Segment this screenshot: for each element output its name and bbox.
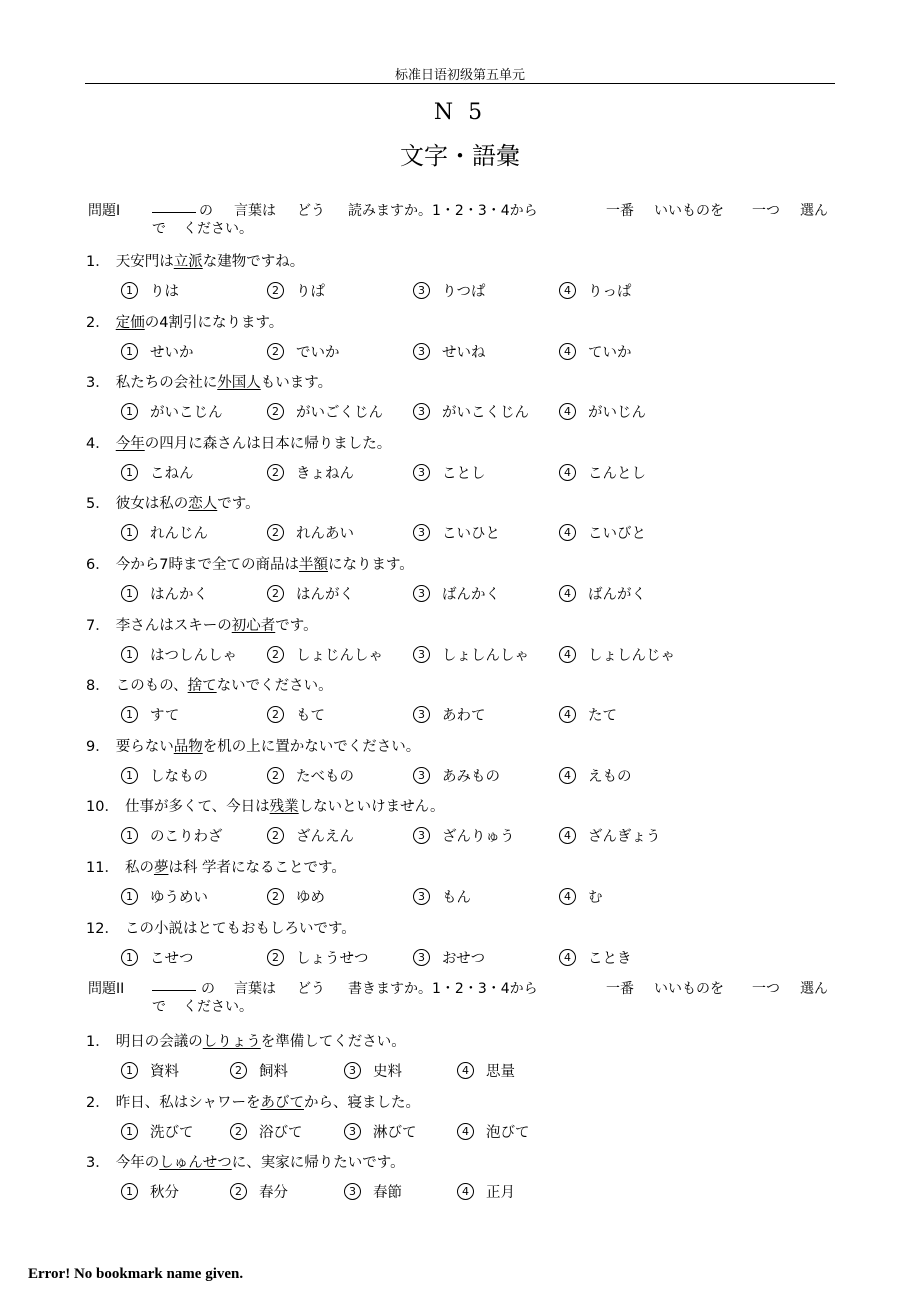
- answer-option-text: ことし: [442, 465, 486, 482]
- circled-number-4: 4: [559, 827, 576, 844]
- circled-number-1: 1: [121, 524, 138, 541]
- question-text: [86, 614, 318, 635]
- question-pre: 彼女は私の: [115, 496, 189, 513]
- answer-option[interactable]: [121, 765, 208, 786]
- question-pre: 今から7時まで全ての商品は: [115, 557, 299, 573]
- section2-w1: 言葉は: [234, 981, 276, 997]
- answer-option-text: ざんりゅう: [442, 829, 515, 846]
- section1-w4: 一番: [606, 203, 634, 219]
- answer-option-text: ゆめ: [296, 890, 325, 906]
- question-number: 4．: [86, 435, 110, 452]
- circled-number-2: 2: [267, 767, 284, 784]
- answer-option[interactable]: [121, 1181, 179, 1202]
- circled-number-3: 3: [413, 888, 430, 905]
- header-rule: [85, 83, 835, 84]
- section1-w2: どう: [297, 203, 325, 219]
- circled-number-3: 3: [413, 585, 430, 602]
- circled-number-2: 2: [267, 646, 284, 663]
- answer-option[interactable]: [121, 522, 208, 543]
- answer-option-text: はつしんしゃ: [150, 647, 237, 664]
- answer-option[interactable]: [267, 462, 354, 483]
- answer-option[interactable]: [230, 1060, 288, 1081]
- answer-option-text: 洗びて: [150, 1124, 194, 1141]
- answer-option-text: しょうせつ: [296, 950, 369, 967]
- circled-number-4: 4: [559, 949, 576, 966]
- circled-number-2: 2: [267, 827, 284, 844]
- answer-option[interactable]: [413, 704, 486, 725]
- answer-option[interactable]: [121, 401, 223, 422]
- section1-label: 問題I: [88, 203, 121, 219]
- answer-option-text: あみもの: [442, 768, 500, 785]
- question-target-word: 恋人: [188, 496, 218, 513]
- section2-w4: 一番: [606, 981, 634, 997]
- answer-option[interactable]: [121, 1060, 179, 1081]
- question-pre: この小説はとてもおもしろいです。: [124, 920, 356, 937]
- question-target-word: 品物: [173, 738, 203, 755]
- circled-number-3: 3: [413, 524, 430, 541]
- question-post: になります。: [327, 557, 414, 573]
- answer-option[interactable]: [121, 583, 208, 604]
- answer-option-text: りは: [150, 284, 179, 300]
- circled-number-1: 1: [121, 464, 138, 481]
- answer-option[interactable]: [413, 644, 529, 665]
- question-post: は科 学者になることです。: [168, 860, 346, 876]
- answer-option-text: 史料: [373, 1064, 402, 1080]
- question-text: [86, 311, 283, 332]
- circled-number-4: 4: [457, 1062, 474, 1079]
- answer-option[interactable]: [230, 1181, 288, 1202]
- answer-option[interactable]: [413, 280, 486, 301]
- question-pre: このもの、: [115, 678, 188, 695]
- question-post: を机の上に置かないでください。: [202, 738, 421, 755]
- circled-number-2: 2: [267, 524, 284, 541]
- circled-number-3: 3: [344, 1062, 361, 1079]
- section2-w3: 書きますか。1・2・3・4から: [348, 981, 538, 997]
- answer-option[interactable]: [267, 765, 354, 786]
- circled-number-1: 1: [121, 403, 138, 420]
- answer-option-text: りぱ: [296, 284, 325, 300]
- question-post: ないでください。: [216, 678, 333, 695]
- circled-number-1: 1: [121, 949, 138, 966]
- answer-option[interactable]: [344, 1181, 402, 1202]
- section2-w7: 選ん: [800, 981, 828, 997]
- question-text: [86, 917, 356, 938]
- section1-blank: [152, 200, 196, 217]
- answer-option-text: 春分: [259, 1185, 288, 1201]
- circled-number-2: 2: [267, 464, 284, 481]
- answer-option[interactable]: [413, 341, 486, 362]
- question-text: [86, 432, 391, 453]
- answer-option[interactable]: [121, 886, 208, 907]
- circled-number-4: 4: [559, 282, 576, 299]
- question-pre: 私の: [124, 860, 154, 876]
- answer-option[interactable]: [559, 341, 632, 362]
- section2-label: 問題II: [88, 981, 125, 997]
- answer-option[interactable]: [413, 522, 500, 543]
- answer-option[interactable]: [457, 1060, 515, 1081]
- answer-option-text: せいね: [442, 344, 486, 361]
- question-post: です。: [275, 617, 318, 634]
- circled-number-2: 2: [267, 343, 284, 360]
- answer-option-text: 浴びて: [259, 1124, 303, 1141]
- circled-number-2: 2: [267, 403, 284, 420]
- answer-option[interactable]: [267, 704, 325, 725]
- section2-line2a: で: [152, 999, 166, 1015]
- question-pre: 昨日、私はシャワーを: [115, 1094, 261, 1111]
- answer-option[interactable]: [559, 704, 617, 725]
- section2-w2: どう: [297, 981, 325, 997]
- footer-error: Error! No bookmark name given.: [28, 1266, 244, 1282]
- answer-option-text: こねん: [150, 465, 194, 482]
- page-subtitle: 文字・語彙: [400, 142, 520, 170]
- question-text: [86, 492, 260, 513]
- question-pre: 李さんはスキーの: [115, 617, 232, 634]
- section1-w3: 読みますか。1・2・3・4から: [348, 203, 538, 219]
- answer-option-text: もて: [296, 708, 325, 725]
- question-number: 11．: [86, 860, 119, 876]
- circled-number-2: 2: [267, 585, 284, 602]
- answer-option[interactable]: [267, 401, 383, 422]
- answer-option-text: ことき: [588, 950, 632, 967]
- answer-option[interactable]: [267, 825, 354, 846]
- question-target-word: 半額: [298, 557, 328, 573]
- circled-number-1: 1: [121, 1123, 138, 1140]
- question-pre: 仕事が多くて、今日は: [124, 799, 270, 816]
- question-post: から、寝ました。: [303, 1094, 420, 1111]
- answer-option[interactable]: [121, 947, 194, 968]
- page-header: 标准日语初级第五单元: [394, 68, 525, 83]
- answer-option-text: しょしんじゃ: [588, 647, 675, 664]
- answer-option[interactable]: [344, 1060, 402, 1081]
- answer-option[interactable]: [121, 462, 194, 483]
- question-text: [86, 735, 420, 756]
- circled-number-4: 4: [559, 403, 576, 420]
- circled-number-2: 2: [267, 706, 284, 723]
- question-post: な建物ですね。: [202, 254, 305, 270]
- question-target-word: 今年: [115, 435, 145, 452]
- answer-option[interactable]: [559, 644, 675, 665]
- answer-option[interactable]: [121, 644, 237, 665]
- answer-option[interactable]: [267, 947, 369, 968]
- circled-number-4: 4: [559, 888, 576, 905]
- circled-number-1: 1: [121, 585, 138, 602]
- answer-option[interactable]: [267, 583, 354, 604]
- answer-option[interactable]: [344, 1121, 417, 1142]
- answer-option[interactable]: [121, 341, 194, 362]
- question-target-word: 夢: [153, 860, 169, 876]
- question-text: [86, 1151, 405, 1172]
- circled-number-4: 4: [559, 646, 576, 663]
- answer-option-text: たて: [588, 708, 617, 725]
- circled-number-4: 4: [559, 706, 576, 723]
- question-number: 9．: [86, 738, 110, 755]
- circled-number-4: 4: [559, 585, 576, 602]
- question-number: 7．: [86, 617, 110, 634]
- answer-option-text: 正月: [486, 1185, 515, 1201]
- question-number: 5．: [86, 496, 110, 513]
- answer-option[interactable]: [413, 886, 471, 907]
- question-target-word: しゅんせつ: [159, 1155, 232, 1171]
- circled-number-3: 3: [344, 1123, 361, 1140]
- answer-option-text: こいひと: [442, 526, 500, 543]
- circled-number-2: 2: [267, 949, 284, 966]
- answer-option-text: 秋分: [150, 1185, 179, 1201]
- answer-option[interactable]: [413, 765, 500, 786]
- question-pre: 天安門は: [115, 254, 174, 270]
- circled-number-2: 2: [267, 282, 284, 299]
- circled-number-3: 3: [413, 706, 430, 723]
- answer-option[interactable]: [121, 280, 179, 301]
- answer-option-text: がいこじん: [150, 405, 223, 422]
- question-post: の四月に森さんは日本に帰りました。: [144, 435, 392, 452]
- circled-number-4: 4: [559, 464, 576, 481]
- question-number: 8．: [86, 678, 110, 695]
- answer-option[interactable]: [121, 1121, 194, 1142]
- answer-option-text: がいごくじん: [296, 405, 383, 422]
- answer-option[interactable]: [559, 401, 646, 422]
- answer-option[interactable]: [559, 462, 646, 483]
- answer-option-text: がいこくじん: [442, 405, 529, 422]
- section2-blank: [152, 978, 196, 995]
- answer-option[interactable]: [457, 1121, 530, 1142]
- question-target-word: 残業: [269, 799, 299, 816]
- answer-option-text: がいじん: [588, 405, 646, 422]
- circled-number-1: 1: [121, 343, 138, 360]
- question-number: 12．: [86, 920, 119, 937]
- question-target-word: 捨て: [187, 678, 217, 695]
- answer-option-text: む: [588, 890, 603, 906]
- answer-option-text: おせつ: [442, 950, 486, 967]
- answer-option[interactable]: [559, 280, 632, 301]
- answer-option[interactable]: [413, 462, 486, 483]
- answer-option-text: きょねん: [296, 465, 354, 482]
- question-pre: 要らない: [115, 738, 174, 755]
- circled-number-4: 4: [457, 1123, 474, 1140]
- section1-no: の: [199, 203, 213, 219]
- circled-number-1: 1: [121, 1062, 138, 1079]
- page-title: N 5: [433, 100, 487, 125]
- section2-w5: いいものを: [654, 981, 724, 997]
- answer-option[interactable]: [559, 522, 646, 543]
- question-number: 1．: [86, 1034, 110, 1050]
- circled-number-3: 3: [413, 646, 430, 663]
- answer-option-text: はんがく: [296, 587, 354, 603]
- question-post: を準備してください。: [260, 1034, 406, 1050]
- answer-option[interactable]: [230, 1121, 303, 1142]
- section1-w5: いいものを: [654, 203, 724, 219]
- section1-line2a: で: [152, 221, 166, 237]
- question-target-word: 定価: [115, 314, 145, 331]
- question-pre: 明日の会議の: [115, 1034, 203, 1050]
- circled-number-3: 3: [344, 1183, 361, 1200]
- circled-number-1: 1: [121, 827, 138, 844]
- answer-option-text: せいか: [150, 344, 194, 361]
- question-post: しないといけません。: [298, 799, 445, 816]
- section2-w6: 一つ: [752, 981, 780, 997]
- question-text: [86, 795, 445, 816]
- answer-option[interactable]: [413, 947, 485, 968]
- answer-option-text: ていか: [588, 344, 632, 361]
- answer-option[interactable]: [559, 886, 603, 907]
- answer-option-text: ばんかく: [442, 587, 500, 603]
- circled-number-3: 3: [413, 343, 430, 360]
- circled-number-3: 3: [413, 282, 430, 299]
- circled-number-2: 2: [230, 1123, 247, 1140]
- answer-option[interactable]: [121, 704, 179, 725]
- answer-option-text: ばんがく: [588, 587, 646, 603]
- answer-option-text: れんあい: [296, 526, 354, 543]
- question-number: 1．: [86, 254, 110, 270]
- circled-number-4: 4: [559, 343, 576, 360]
- answer-option-text: 春節: [373, 1185, 402, 1201]
- answer-option-text: ゆうめい: [150, 890, 208, 906]
- answer-option-text: すて: [150, 708, 180, 725]
- question-text: [86, 856, 346, 877]
- answer-option-text: 淋びて: [373, 1124, 417, 1141]
- circled-number-1: 1: [121, 282, 138, 299]
- answer-option-text: りっぱ: [588, 284, 632, 300]
- answer-option[interactable]: [559, 583, 646, 604]
- circled-number-3: 3: [413, 827, 430, 844]
- answer-option-text: たべもの: [296, 768, 354, 785]
- section1-line2b: ください。: [183, 221, 253, 237]
- answer-option[interactable]: [413, 825, 515, 846]
- question-text: [86, 1091, 420, 1112]
- circled-number-3: 3: [413, 403, 430, 420]
- answer-option[interactable]: [559, 765, 632, 786]
- circled-number-2: 2: [267, 888, 284, 905]
- question-target-word: しりょう: [202, 1034, 261, 1050]
- answer-option[interactable]: [267, 644, 383, 665]
- circled-number-4: 4: [559, 767, 576, 784]
- answer-option-text: はんかく: [150, 587, 208, 603]
- answer-option-text: ざんえん: [296, 829, 354, 846]
- answer-option-text: しょしんしゃ: [442, 647, 529, 664]
- circled-number-4: 4: [457, 1183, 474, 1200]
- answer-option-text: 資料: [150, 1064, 179, 1080]
- answer-option-text: ざんぎょう: [588, 829, 661, 846]
- answer-option-text: こいびと: [588, 526, 646, 543]
- question-text: [86, 553, 414, 574]
- circled-number-1: 1: [121, 888, 138, 905]
- circled-number-3: 3: [413, 464, 430, 481]
- circled-number-2: 2: [230, 1062, 247, 1079]
- answer-option[interactable]: [267, 280, 325, 301]
- question-pre: 今年の: [115, 1155, 160, 1171]
- circled-number-1: 1: [121, 1183, 138, 1200]
- section1-w1: 言葉は: [234, 203, 276, 219]
- answer-option-text: こんとし: [588, 465, 646, 482]
- circled-number-3: 3: [413, 949, 430, 966]
- question-number: 6．: [86, 557, 110, 573]
- answer-option[interactable]: [121, 825, 223, 846]
- circled-number-2: 2: [230, 1183, 247, 1200]
- section2-line2b: ください。: [183, 999, 253, 1015]
- circled-number-3: 3: [413, 767, 430, 784]
- circled-number-1: 1: [121, 767, 138, 784]
- question-pre: 私たちの会社に: [115, 375, 218, 392]
- answer-option[interactable]: [457, 1181, 515, 1202]
- answer-option[interactable]: [267, 886, 325, 907]
- circled-number-1: 1: [121, 646, 138, 663]
- question-post: です。: [217, 496, 260, 513]
- question-post: もいます。: [260, 375, 333, 392]
- answer-option-text: りつぱ: [442, 284, 486, 300]
- answer-option-text: れんじん: [150, 526, 208, 543]
- answer-option-text: こせつ: [150, 950, 194, 967]
- answer-option-text: でいか: [296, 344, 340, 361]
- answer-option[interactable]: [267, 341, 340, 362]
- question-number: 3．: [86, 375, 110, 392]
- answer-option-text: しなもの: [150, 768, 208, 785]
- answer-option-text: 思量: [486, 1064, 515, 1080]
- question-target-word: 外国人: [217, 375, 261, 392]
- answer-option-text: あわて: [442, 708, 486, 725]
- answer-option-text: 泡びて: [486, 1124, 530, 1141]
- answer-option-text: のこりわざ: [150, 829, 223, 846]
- answer-option-text: 飼料: [259, 1064, 288, 1080]
- question-text: [86, 250, 304, 271]
- answer-option-text: えもの: [588, 768, 632, 785]
- answer-option[interactable]: [267, 522, 354, 543]
- circled-number-4: 4: [559, 524, 576, 541]
- answer-option[interactable]: [559, 825, 661, 846]
- question-text: [86, 1030, 406, 1051]
- section1-w6: 一つ: [752, 203, 780, 219]
- question-number: 10．: [86, 799, 119, 816]
- question-target-word: 初心者: [231, 617, 276, 634]
- section1-w7: 選ん: [800, 203, 828, 219]
- answer-option[interactable]: [413, 401, 529, 422]
- question-target-word: あびて: [260, 1094, 304, 1111]
- section2-no: の: [201, 981, 215, 997]
- question-number: 3．: [86, 1155, 110, 1171]
- question-post: に、実家に帰りたいです。: [231, 1155, 405, 1171]
- question-target-word: 立派: [173, 254, 203, 270]
- question-text: [86, 371, 332, 392]
- answer-option[interactable]: [559, 947, 632, 968]
- answer-option-text: しょじんしゃ: [296, 647, 383, 664]
- circled-number-1: 1: [121, 706, 138, 723]
- question-post: の4割引になります。: [144, 314, 284, 331]
- question-number: 2．: [86, 314, 110, 331]
- question-number: 2．: [86, 1094, 110, 1111]
- answer-option-text: もん: [442, 890, 471, 906]
- answer-option[interactable]: [413, 583, 500, 604]
- question-text: [86, 674, 333, 695]
